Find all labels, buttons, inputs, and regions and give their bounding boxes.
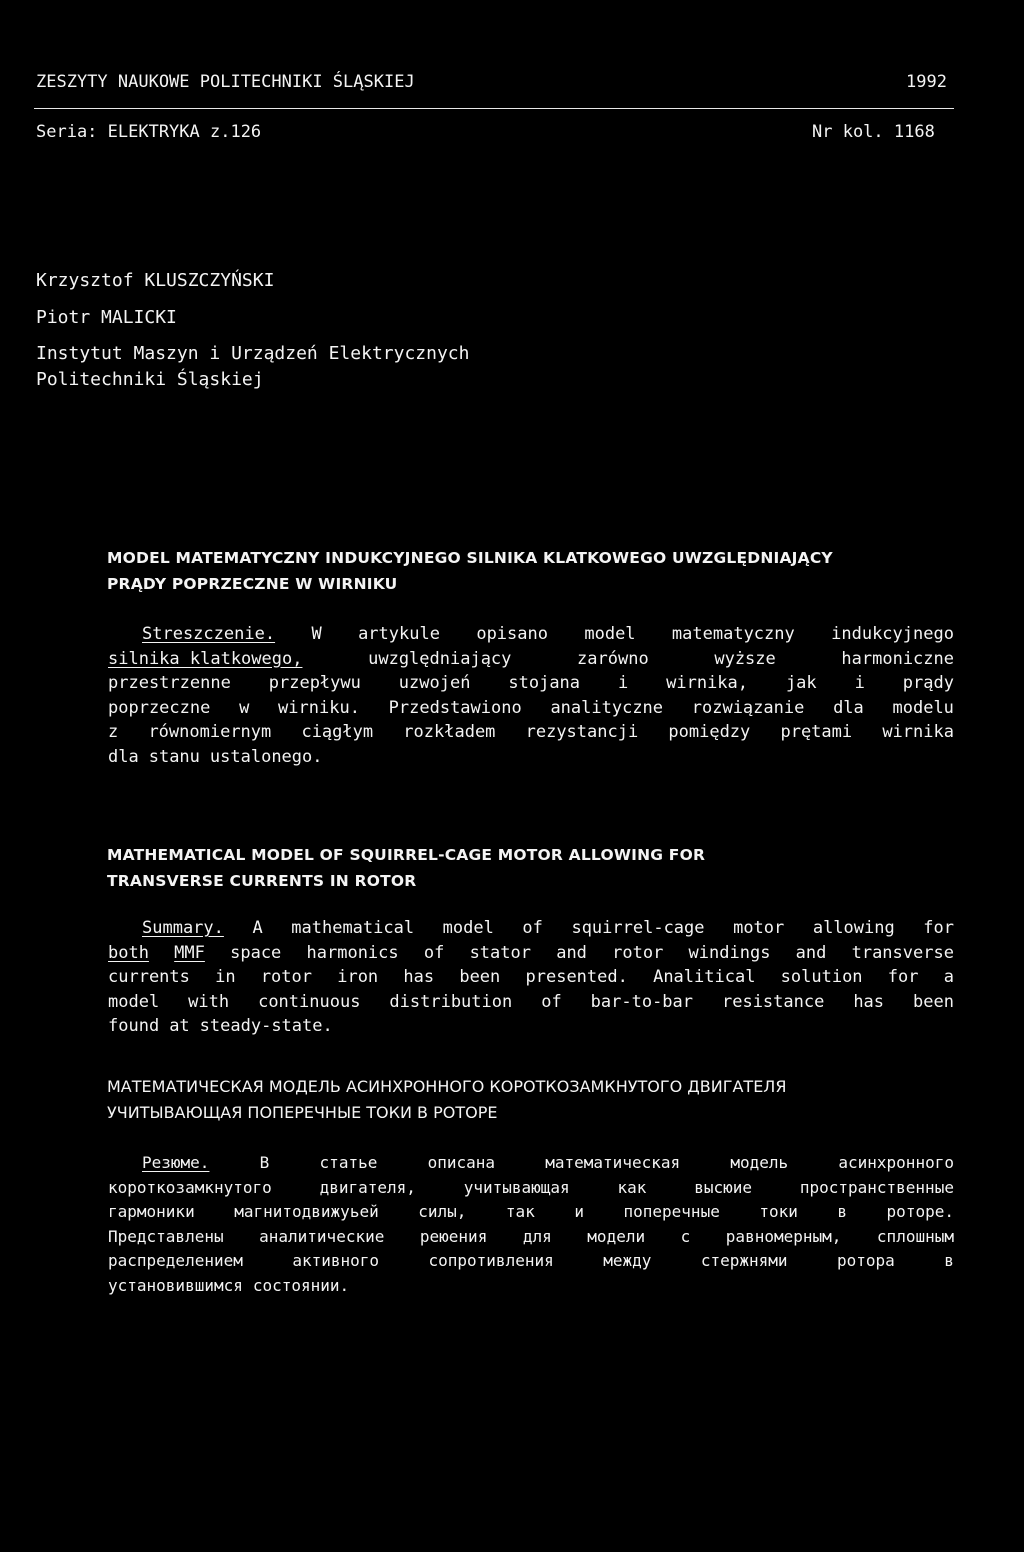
abstract-word: и (574, 1202, 584, 1221)
abstract-word: rezystancji (525, 722, 639, 742)
abstract-word: presented. (525, 967, 628, 987)
abstract-word: wirnika (882, 722, 954, 742)
abstract-word: space (230, 942, 282, 963)
abstract-word: статье (319, 1153, 378, 1172)
abstract-word: установившимся (108, 1275, 243, 1295)
abstract-word: modelu (892, 697, 954, 718)
abstract-word: pomiędzy (668, 722, 751, 742)
abstract-word: равномерным, (725, 1226, 842, 1246)
abstract-word: Представлены (108, 1226, 224, 1246)
russian-abstract-label: Резюме. (142, 1153, 210, 1172)
abstract-word: been (459, 967, 501, 987)
abstract-word: model (584, 624, 636, 644)
english-title-line-1: MATHEMATICAL MODEL OF SQUIRREL-CAGE MOTOR ALLOWING FOR (107, 846, 706, 864)
polish-abstract-line (108, 622, 954, 647)
abstract-word: пространственные (799, 1177, 954, 1197)
abstract-word: opisano (476, 624, 548, 644)
abstract-word: for (923, 918, 954, 938)
polish-abstract-line (108, 745, 954, 770)
abstract-word: ustalonego. (209, 746, 323, 767)
abstract-word: токи (759, 1202, 798, 1221)
abstract-word: w (239, 697, 250, 718)
abstract-word: been (913, 991, 954, 1012)
english-abstract-line (108, 990, 954, 1015)
abstract-word: в (944, 1251, 954, 1270)
affiliation-line-2: Politechniki Śląskiej (36, 369, 264, 390)
russian-abstract-line (108, 1274, 954, 1299)
english-abstract-line (108, 965, 954, 990)
abstract-word: currents (108, 967, 190, 987)
abstract-word: harmoniczne (841, 648, 954, 669)
abstract-word: асинхронного (838, 1153, 954, 1172)
abstract-word: для (522, 1226, 552, 1246)
abstract-word: так (505, 1202, 535, 1221)
abstract-word: a (943, 967, 954, 987)
russian-abstract-line (108, 1200, 954, 1225)
abstract-word: реюения (419, 1226, 488, 1246)
abstract-word: continuous (258, 991, 361, 1012)
abstract-word: модели (587, 1226, 646, 1246)
abstract-word: описана (427, 1153, 496, 1172)
abstract-word: сплошным (876, 1226, 954, 1246)
abstract-word: stojana (508, 673, 581, 693)
russian-title-line-2: УЧИТЫВАЮЩАЯ ПОПЕРЕЧНЫЕ ТОКИ В РОТОРЕ (107, 1103, 498, 1122)
abstract-word: stanu (148, 746, 200, 767)
abstract-word: przepływu (268, 673, 361, 693)
abstract-word: squirrel-cage (571, 918, 705, 938)
russian-abstract-line (108, 1176, 954, 1201)
author-2: Piotr MALICKI (36, 307, 177, 328)
english-abstract-line (108, 941, 954, 966)
mmf-abbreviation: MMF (174, 942, 205, 963)
affiliation-line-1: Instytut Maszyn i Urządzeń Elektrycznych (36, 343, 470, 364)
abstract-word: harmonics (306, 942, 399, 963)
abstract-word: rozkładem (403, 722, 496, 742)
abstract-word: магнитодвижуьей (234, 1202, 379, 1221)
abstract-word: силы, (418, 1202, 467, 1221)
abstract-word: rozwiązanie (691, 697, 805, 718)
polish-abstract-label: Streszczenie. (142, 624, 276, 644)
journal-name: ZESZYTY NAUKOWE POLITECHNIKI ŚLĄSKIEJ (36, 72, 415, 92)
russian-abstract-line (108, 1151, 954, 1176)
abstract-word: równomiernym (148, 722, 272, 742)
header-rule (34, 108, 954, 109)
abstract-word: matematyczny (671, 624, 795, 644)
polish-abstract-line (108, 720, 954, 745)
abstract-word: and (556, 942, 587, 963)
abstract-word: silnika klatkowego, (108, 648, 303, 669)
issue-number: Nr kol. 1168 (812, 122, 935, 142)
abstract-word: both (108, 942, 149, 963)
abstract-word: prętami (780, 722, 853, 742)
polish-title-line-1: MODEL MATEMATYCZNY INDUKCYJNEGO SILNIKA KLATKOWEGO UWZGLĘDNIAJĄCY (107, 549, 833, 567)
english-title-line-2: TRANSVERSE CURRENTS IN ROTOR (107, 872, 417, 890)
abstract-word: allowing (812, 918, 895, 938)
abstract-word: роторе. (886, 1202, 954, 1221)
abstract-word: iron (337, 967, 379, 987)
abstract-word: z (108, 722, 119, 742)
abstract-word: transverse (851, 942, 954, 963)
abstract-word: A (252, 918, 263, 938)
abstract-word: model (108, 991, 160, 1012)
abstract-word: has (403, 967, 435, 987)
abstract-word: windings (688, 942, 771, 963)
abstract-word: учитывающая (463, 1177, 570, 1197)
abstract-word: indukcyjnego (831, 624, 954, 644)
abstract-word: stator (469, 942, 531, 963)
abstract-word: wirnika, (666, 673, 749, 693)
polish-title-line-2: PRĄDY POPRZECZNE W WIRNIKU (107, 575, 398, 593)
abstract-word: ротора (837, 1251, 895, 1270)
abstract-word: сопротивления (428, 1251, 554, 1270)
abstract-word: uwzględniający (368, 648, 512, 669)
abstract-word: of (541, 991, 562, 1012)
abstract-word: аналитические (259, 1226, 385, 1246)
abstract-word: высюие (694, 1177, 753, 1197)
abstract-word: of (423, 942, 445, 963)
abstract-word: in (215, 967, 236, 987)
abstract-word: dla (108, 746, 139, 767)
abstract-word: mathematical (291, 918, 415, 938)
abstract-word: motor (733, 918, 785, 938)
polish-abstract-line (108, 671, 954, 696)
abstract-word: wirniku. (278, 697, 360, 718)
english-abstract (108, 916, 954, 1039)
abstract-word: poprzeczne (108, 697, 211, 718)
abstract-word: математическая (545, 1153, 681, 1172)
year: 1992 (906, 72, 947, 92)
abstract-word: distribution (389, 991, 513, 1012)
abstract-word: между (603, 1251, 652, 1270)
abstract-word: гармоники (108, 1202, 195, 1221)
abstract-word: of (522, 918, 543, 938)
abstract-word: artykule (358, 624, 440, 644)
abstract-word: поперечные (623, 1202, 720, 1221)
abstract-word: ciągłym (301, 722, 374, 742)
russian-title-line-1: МАТЕМАТИЧЕСКАЯ МОДЕЛЬ АСИНХРОННОГО КОРОТКОЗАМКНУТОГО ДВИГАТЕЛЯ (107, 1077, 787, 1096)
abstract-word: стержнями (700, 1251, 788, 1270)
series: Seria: ELEKTRYKA z.126 (36, 122, 262, 142)
abstract-word: resistance (721, 991, 825, 1012)
english-abstract-line (108, 916, 954, 941)
author-1: Krzysztof KLUSZCZYŃSKI (36, 270, 275, 291)
english-abstract-line (108, 1014, 954, 1039)
abstract-word: в (837, 1202, 848, 1221)
russian-abstract (108, 1151, 954, 1298)
abstract-word: found (108, 1016, 160, 1036)
abstract-word: analityczne (550, 697, 664, 718)
polish-abstract (108, 622, 954, 769)
abstract-word: uzwojeń (398, 673, 471, 693)
abstract-word: with (188, 991, 230, 1012)
abstract-word: W (311, 624, 322, 644)
abstract-word: zarówno (577, 648, 649, 669)
russian-abstract-line (108, 1225, 954, 1250)
abstract-word: распределением (108, 1251, 243, 1270)
abstract-word: активного (292, 1251, 380, 1270)
abstract-word: Analitical (653, 967, 756, 987)
abstract-word: wyższe (714, 648, 776, 669)
abstract-word: rotor (612, 942, 664, 963)
russian-abstract-line (108, 1249, 954, 1274)
abstract-word: состоянии. (252, 1275, 350, 1295)
polish-abstract-line (108, 647, 954, 672)
abstract-word: steady-state. (199, 1016, 333, 1036)
abstract-word: has (853, 991, 885, 1012)
abstract-word: jak (785, 673, 817, 693)
english-abstract-label: Summary. (142, 918, 224, 938)
abstract-word: solution (780, 967, 863, 987)
abstract-word: как (617, 1177, 647, 1197)
abstract-word: at (169, 1016, 190, 1036)
abstract-word: prądy (902, 673, 954, 693)
abstract-word: przestrzenne (108, 673, 231, 693)
abstract-word: bar-to-bar (590, 991, 694, 1012)
abstract-word: с (680, 1226, 691, 1246)
abstract-word: В (259, 1153, 270, 1172)
polish-abstract-line (108, 696, 954, 721)
abstract-word: i (854, 673, 865, 693)
abstract-word: dla (833, 697, 864, 718)
abstract-word: and (795, 942, 827, 963)
abstract-word: Przedstawiono (388, 697, 522, 718)
abstract-word: двигателя, (319, 1177, 416, 1197)
abstract-word: короткозамкнутого (108, 1177, 272, 1197)
abstract-word: модель (730, 1153, 789, 1172)
abstract-word: i (617, 673, 629, 693)
abstract-word: rotor (260, 967, 312, 987)
abstract-word: for (887, 967, 919, 987)
abstract-word: model (442, 918, 494, 938)
